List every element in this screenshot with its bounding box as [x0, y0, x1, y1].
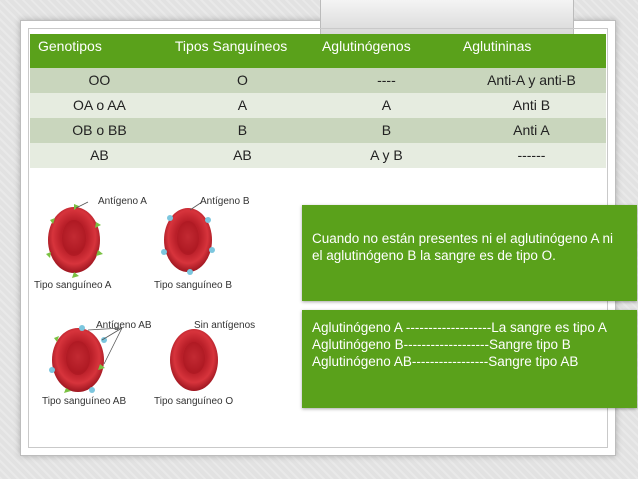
- cell-agglutinogen: A y B: [316, 143, 457, 168]
- cell-genotype: OA o AA: [30, 93, 169, 118]
- cell-genotype: AB: [30, 143, 169, 168]
- summary-line-b: Aglutinógeno B-------------------Sangre tipo B: [312, 337, 571, 352]
- label-no-antigens: Sin antígenos: [194, 320, 256, 331]
- cell-agglutinogen: B: [316, 118, 457, 143]
- label-type-a: Tipo sanguíneo A: [34, 280, 112, 291]
- summary-line-ab: Aglutinógeno AB-----------------Sangre tipo AB: [312, 354, 579, 369]
- cell-blood-type: B: [169, 118, 316, 143]
- blood-cell-type-b: [161, 202, 215, 275]
- summary-line-a: Aglutinógeno A -------------------La sangre es tipo A: [312, 320, 607, 335]
- blood-cell-type-o: [170, 329, 218, 391]
- cell-agglutinin: ------: [457, 143, 606, 168]
- header-aglutininas: Aglutininas: [457, 34, 606, 68]
- label-type-ab: Tipo sanguíneo AB: [42, 396, 127, 407]
- label-antigen-a: Antígeno A: [98, 196, 147, 207]
- cell-genotype: OB o BB: [30, 118, 169, 143]
- table-row: [30, 118, 606, 143]
- cell-blood-type: O: [169, 68, 316, 93]
- blood-cell-type-ab: [49, 325, 122, 393]
- table-row: [30, 68, 606, 93]
- label-type-o: Tipo sanguíneo O: [154, 396, 234, 407]
- label-type-b: Tipo sanguíneo B: [154, 280, 233, 291]
- cell-blood-type: A: [169, 93, 316, 118]
- blood-cells-illustration: [30, 188, 310, 428]
- header-aglutinogenos: Aglutinógenos: [316, 34, 457, 68]
- cell-agglutinin: Anti-A y anti-B: [457, 68, 606, 93]
- table-header-row: [30, 34, 606, 68]
- blood-cells-drawing: [30, 188, 310, 428]
- info-box-type-o-text: Cuando no están presentes ni el aglutinógeno A ni el aglutinógeno B la sangre es de tipo O.: [312, 231, 613, 263]
- info-box-agglutinogen-summary: [302, 310, 637, 408]
- label-antigen-b: Antígeno B: [200, 196, 250, 207]
- header-tipos-sanguineos: Tipos Sanguíneos: [169, 34, 316, 68]
- blood-cell-type-a: [46, 202, 103, 278]
- header-genotipos: Genotipos: [30, 34, 169, 68]
- table-row: [30, 93, 606, 118]
- table-row: [30, 143, 606, 168]
- cell-agglutinin: Anti B: [457, 93, 606, 118]
- cell-agglutinogen: A: [316, 93, 457, 118]
- cell-agglutinogen: ----: [316, 68, 457, 93]
- blood-type-table: [30, 34, 606, 168]
- cell-genotype: OO: [30, 68, 169, 93]
- info-box-type-o: [302, 205, 637, 301]
- cell-agglutinin: Anti A: [457, 118, 606, 143]
- label-antigen-ab: Antígeno AB: [96, 320, 152, 331]
- cell-blood-type: AB: [169, 143, 316, 168]
